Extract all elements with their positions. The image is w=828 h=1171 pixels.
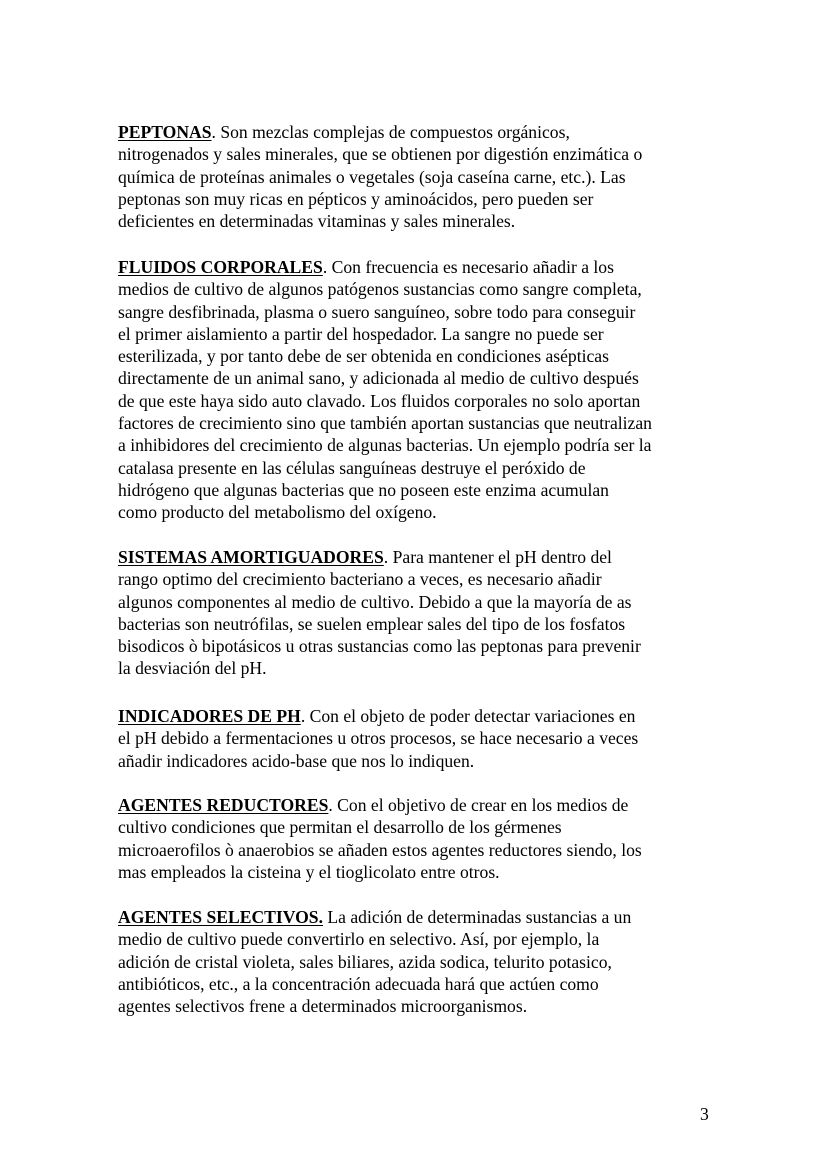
section-first-line <box>118 256 718 278</box>
section-text-line: bacterias son neutrófilas, se suelen emplear sales del tipo de los fosfatos <box>118 613 626 634</box>
section-heading: AGENTES REDUCTORES <box>118 795 329 815</box>
section-sistemas-amortiguadores <box>118 546 718 680</box>
section-heading: SISTEMAS AMORTIGUADORES <box>118 547 384 567</box>
section-text-line: antibióticos, etc., a la concentración adecuada hará que actúen como <box>118 973 599 994</box>
section-text: . Son mezclas complejas de compuestos orgánicos, <box>211 122 570 142</box>
section-text-line: medio de cultivo puede convertirlo en selectivo. Así, por ejemplo, la <box>118 929 600 950</box>
section-text-line: peptonas son muy ricas en pépticos y aminoácidos, pero pueden ser <box>118 188 594 209</box>
section-text-line: cultivo condiciones que permitan el desarrollo de los gérmenes <box>118 817 562 838</box>
section-text-line: deficientes en determinadas vitaminas y sales minerales. <box>118 211 516 232</box>
section-text-line: el pH debido a fermentaciones u otros procesos, se hace necesario a veces <box>118 728 639 749</box>
section-text: . Para mantener el pH dentro del <box>383 547 612 567</box>
section-text-line: hidrógeno que algunas bacterias que no poseen este enzima acumulan <box>118 479 609 500</box>
section-text-line: nitrogenados y sales minerales, que se obtienen por digestión enzimática o <box>118 144 643 165</box>
section-text-line: microaerofilos ò anaerobios se añaden estos agentes reductores siendo, los <box>118 839 642 860</box>
section-text-line: a inhibidores del crecimiento de algunas bacterias. Un ejemplo podría ser la <box>118 435 652 456</box>
section-first-line <box>118 794 718 816</box>
section-text-line: la desviación del pH. <box>118 658 267 679</box>
section-text-line: agentes selectivos frene a determinados microorganismos. <box>118 996 528 1017</box>
section-first-line <box>118 906 718 928</box>
section-agentes-reductores <box>118 794 718 883</box>
section-text-line: mas empleados la cisteina y el tioglicolato entre otros. <box>118 861 500 882</box>
section-first-line <box>118 705 718 727</box>
section-text-line: catalasa presente en las células sanguíneas destruye el peróxido de <box>118 457 586 478</box>
section-text-line: química de proteínas animales o vegetales (soja caseína carne, etc.). Las <box>118 166 626 187</box>
section-first-line <box>118 121 718 143</box>
section-text-line: de que este haya sido auto clavado. Los fluidos corporales no solo aportan <box>118 390 641 411</box>
section-first-line <box>118 546 718 568</box>
section-heading: INDICADORES DE PH <box>118 706 301 726</box>
section-indicadores-de-ph <box>118 705 718 772</box>
section-text-line: como producto del metabolismo del oxígeno. <box>118 502 437 523</box>
section-text-line: algunos componentes al medio de cultivo. Debido a que la mayoría de as <box>118 591 632 612</box>
section-heading: FLUIDOS CORPORALES <box>118 257 323 277</box>
section-text: La adición de determinadas sustancias a un <box>322 907 632 927</box>
section-text-line: directamente de un animal sano, y adicionada al medio de cultivo después <box>118 368 639 389</box>
section-text: . Con frecuencia es necesario añadir a los <box>322 257 614 277</box>
section-text: . Con el objeto de poder detectar variaciones en <box>300 706 636 726</box>
section-agentes-selectivos <box>118 906 718 1017</box>
section-fluidos-corporales <box>118 256 718 524</box>
section-text-line: bisodicos ò bipotásicos u otras sustancias como las peptonas para prevenir <box>118 636 641 657</box>
section-text-line: esterilizada, y por tanto debe de ser obtenida en condiciones asépticas <box>118 346 609 367</box>
section-heading: PEPTONAS <box>118 122 212 142</box>
section-text-line: adición de cristal violeta, sales biliares, azida sodica, telurito potasico, <box>118 951 612 972</box>
section-peptonas <box>118 121 718 232</box>
section-text: . Con el objetivo de crear en los medios de <box>328 795 629 815</box>
section-text-line: añadir indicadores acido-base que nos lo indiquen. <box>118 750 475 771</box>
section-text-line: sangre desfibrinada, plasma o suero sanguíneo, sobre todo para conseguir <box>118 301 636 322</box>
section-text-line: factores de crecimiento sino que también aportan sustancias que neutralizan <box>118 413 652 434</box>
section-text-line: medios de cultivo de algunos patógenos sustancias como sangre completa, <box>118 279 642 300</box>
section-text-line: rango optimo del crecimiento bacteriano a veces, es necesario añadir <box>118 569 602 590</box>
page-number: 3 <box>700 1104 709 1124</box>
section-heading: AGENTES SELECTIVOS. <box>118 907 323 927</box>
section-text-line: el primer aislamiento a partir del hospedador. La sangre no puede ser <box>118 323 604 344</box>
